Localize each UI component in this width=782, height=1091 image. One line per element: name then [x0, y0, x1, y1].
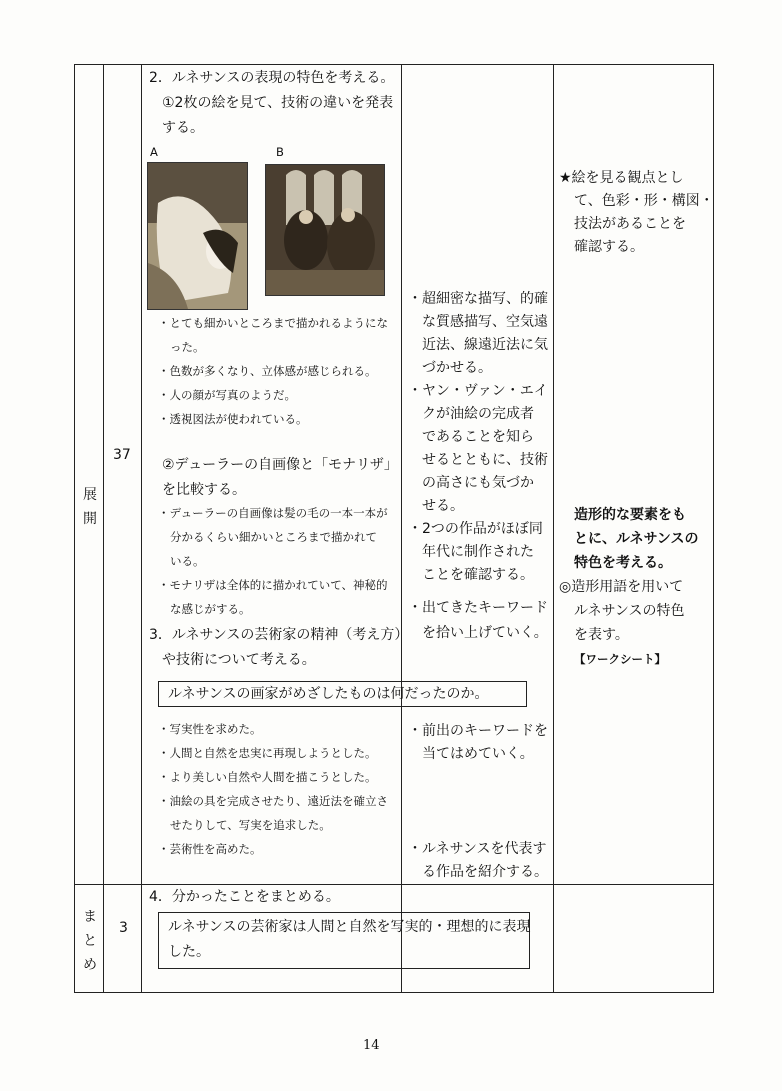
question-text: ルネサンスの画家がめざしたものは何だったのか。	[168, 686, 489, 702]
support-line: クが油絵の完成者	[422, 406, 534, 422]
support-line: せるとともに、技術	[422, 452, 548, 468]
response-2-line: ・デューラーの自画像は髪の毛の一本一本が	[158, 506, 388, 520]
painting-a-image	[147, 162, 248, 310]
step2-sub2-line1: ②デューラーの自画像と「モナリザ」	[162, 457, 398, 473]
response-1-line: ・人の顔が写真のようだ。	[158, 388, 296, 402]
evaluation-criteria-line: ◎造形用語を用いて	[559, 579, 684, 595]
minutes-development: 37	[113, 447, 131, 463]
support-line: を拾い上げていく。	[422, 625, 548, 641]
step3-line2: や技術について考える。	[162, 652, 316, 668]
summary-text-line2: した。	[168, 944, 210, 960]
support-line: であることを知ら	[422, 429, 534, 445]
phase-summary: ま と め	[83, 909, 97, 973]
painting-b-label: B	[276, 145, 284, 159]
support-line: な質感描写、空気遠	[422, 314, 548, 330]
step3-line1: 3．ルネサンスの芸術家の精神（考え方）	[149, 627, 409, 643]
support-line: ・前出のキーワードを	[408, 723, 548, 739]
response-3-line: せたりして、写実を追求した。	[170, 818, 331, 832]
support-line: ・超細密な描写、的確	[408, 291, 548, 307]
evaluation-goal-line: 造形的な要素をも	[574, 507, 686, 523]
evaluation-viewpoint-line: ★絵を見る観点とし	[559, 170, 684, 186]
column-divider-minutes	[141, 64, 142, 993]
support-line: せる。	[422, 498, 464, 514]
step2-sub2-line2: を比較する。	[162, 482, 246, 498]
support-line: ことを確認する。	[422, 567, 534, 583]
phase-development: 展 開	[83, 487, 97, 527]
evaluation-viewpoint-line: て、色彩・形・構図・	[574, 193, 714, 209]
step2-sub1-line1: ①2枚の絵を見て、技術の違いを発表	[162, 95, 394, 111]
evaluation-goal-line: とに、ルネサンスの	[574, 531, 699, 547]
response-2-line: いる。	[170, 554, 205, 568]
response-3-line: ・より美しい自然や人間を描こうとした。	[158, 770, 377, 784]
evaluation-viewpoint-line: 技法があることを	[574, 216, 686, 232]
evaluation-criteria-line: ルネサンスの特色	[574, 603, 685, 619]
support-line: ・2つの作品がほぼ同	[408, 521, 543, 537]
page-number: 14	[363, 1038, 380, 1053]
support-line: づかせる。	[422, 360, 492, 376]
support-line: 年代に制作された	[422, 544, 534, 560]
table-row-divider	[74, 884, 714, 885]
response-3-line: ・油絵の具を完成させたり、遠近法を確立さ	[158, 794, 388, 808]
evaluation-goal-line: 特色を考える。	[574, 555, 672, 571]
evaluation-criteria-line: を表す。	[574, 627, 629, 643]
response-3-line: ・写実性を求めた。	[158, 722, 262, 736]
support-line: ・出てきたキーワード	[408, 600, 548, 616]
summary-text-line1: ルネサンスの芸術家は人間と自然を写実的・理想的に表現	[168, 919, 531, 935]
support-line: 近法、線遠近法に気	[422, 337, 548, 353]
response-3-line: ・人間と自然を忠実に再現しようとした。	[158, 746, 377, 760]
support-line: る作品を紹介する。	[422, 864, 548, 880]
column-divider-activities	[401, 64, 402, 993]
table-bottom-border	[74, 992, 714, 993]
response-3-line: ・芸術性を高めた。	[158, 842, 262, 856]
minutes-summary: 3	[119, 920, 128, 936]
support-line: ・ヤン・ヴァン・エイ	[408, 383, 548, 399]
support-line: の高さにも気づか	[422, 475, 534, 491]
evaluation-viewpoint-line: 確認する。	[574, 239, 644, 255]
response-1-line: ・とても細かいところまで描かれるようにな	[158, 316, 388, 330]
response-2-line: な感じがする。	[170, 602, 251, 616]
support-line: 当てはめていく。	[422, 746, 534, 762]
step2-sub1-line2: する。	[162, 120, 204, 136]
response-2-line: 分かるくらい細かいところまで描かれて	[170, 530, 377, 544]
response-1-line: ・色数が多くなり、立体感が感じられる。	[158, 364, 377, 378]
evaluation-method-label: 【ワークシート】	[574, 652, 666, 666]
step2-title: 2．ルネサンスの表現の特色を考える。	[149, 70, 395, 86]
step4-title: 4．分かったことをまとめる。	[149, 889, 340, 905]
response-2-line: ・モナリザは全体的に描かれていて、神秘的	[158, 578, 388, 592]
column-divider-support	[553, 64, 554, 993]
response-1-line: ・透視図法が使われている。	[158, 412, 308, 426]
table-top-border	[74, 64, 714, 65]
painting-a-label: A	[150, 145, 158, 159]
support-line: ・ルネサンスを代表す	[408, 841, 547, 857]
painting-b-image	[265, 164, 385, 296]
response-1-line: った。	[170, 340, 205, 354]
